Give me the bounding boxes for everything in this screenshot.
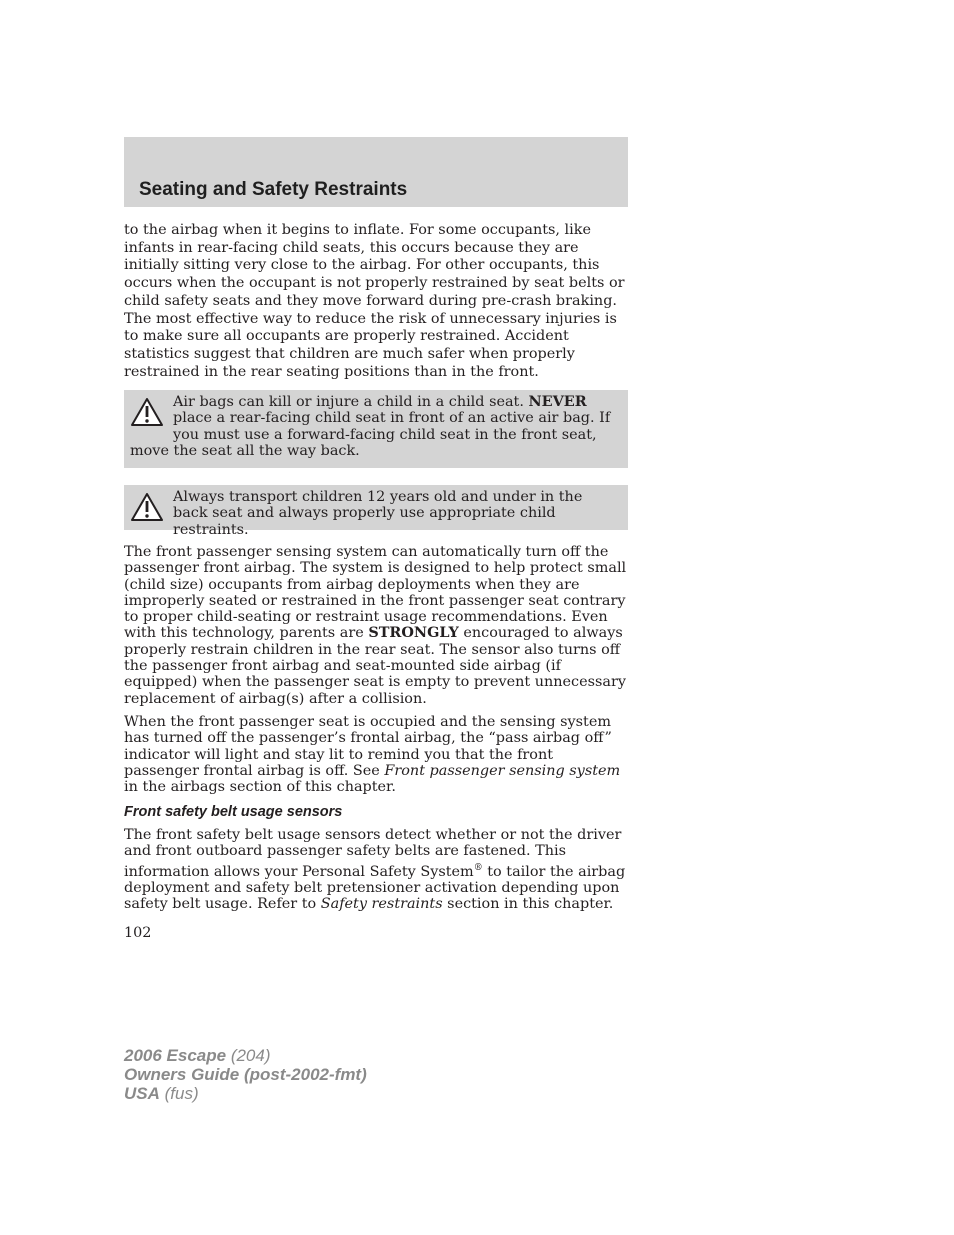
warning-text-before: Air bags can kill or injure a child in a child seat. bbox=[173, 394, 529, 410]
cross-reference: Front passenger sensing system bbox=[384, 762, 621, 779]
warning-triangle-icon bbox=[130, 397, 164, 427]
footer-guide: Owners Guide (post-2002-fmt) bbox=[124, 1065, 367, 1084]
page-number: 102 bbox=[124, 925, 152, 941]
warning-triangle-icon bbox=[130, 492, 164, 522]
intro-paragraph: to the airbag when it begins to inflate. For some occupants, like infants in rear-facing child seats, this occurs because they are initially sitting very close to the airbag. For other occupants, this occurs when the occupant is not properly restrained by seat belts or child safety seats and they move forward during pre-crash braking. The most effective way to reduce the risk of unnecessary injuries is to make sure all occupants are properly restrained. Accident statistics suggest that children are much safer when properly restrained in the rear seating positions than in the front. bbox=[124, 222, 625, 380]
warning-box-child-seat bbox=[124, 390, 628, 468]
warning-text-after: place a rear-facing child seat in front of an active air bag. If you must use a forward-facing child seat in the front seat, move the seat all the way back. bbox=[130, 410, 611, 459]
paragraph-text: in the airbags section of this chapter. bbox=[124, 779, 396, 796]
subheading: Front safety belt usage sensors bbox=[124, 804, 343, 820]
warning-text: Always transport children 12 years old and under in the back seat and always properly use appropriate child restraints. bbox=[173, 489, 583, 538]
belt-sensors-paragraph bbox=[124, 827, 630, 912]
paragraph-text: to tailor the airbag deployment and safety belt pretensioner activation depending upon safety belt usage. Refer to bbox=[124, 863, 626, 913]
paragraph-text: section in this chapter. bbox=[442, 896, 614, 913]
occupied-seat-paragraph bbox=[124, 714, 630, 795]
emphasis-strongly: STRONGLY bbox=[368, 624, 459, 642]
paragraph-text: The front safety belt usage sensors detect whether or not the driver and front outboard passenger safety belts are fastened. This information allows your Personal Safety System bbox=[124, 827, 622, 880]
sensing-system-paragraph bbox=[124, 544, 630, 707]
section-header bbox=[124, 137, 628, 207]
warning-emphasis-never: NEVER bbox=[528, 393, 587, 410]
cross-reference: Safety restraints bbox=[320, 896, 443, 913]
paragraph-text: encouraged to always properly restrain children in the rear seat. The sensor also turns off the passenger front airbag and seat-mounted side airbag (if equipped) when the passenger seat is empty to prevent unnecessary replacement of airbag(s) after a collision. bbox=[124, 625, 626, 707]
footer-line-2 bbox=[124, 1065, 367, 1084]
paragraph-text: When the front passenger seat is occupied and the sensing system has turned off the passenger’s frontal airbag, the “pass airbag off” indicator will light and stay lit to remind you that the front passenger frontal airbag is off. See bbox=[124, 714, 612, 779]
paragraph-text: The front passenger sensing system can automatically turn off the passenger front airbag. The system is designed to help protect small (child size) occupants from airbag deployments when they are improperly seated or restrained in the front passenger seat contrary to proper child-seating or restraint usage recommendations. Even with this technology, parents are bbox=[124, 544, 627, 642]
footer-line-1 bbox=[124, 1046, 367, 1065]
footer-model-code: (204) bbox=[226, 1046, 271, 1065]
footer-market: USA bbox=[124, 1084, 160, 1103]
section-title: Seating and Safety Restraints bbox=[139, 179, 408, 200]
warning-box-back-seat bbox=[124, 485, 628, 538]
footer-market-code: (fus) bbox=[159, 1084, 199, 1103]
footer-line-3 bbox=[124, 1084, 367, 1103]
footer-model: 2006 Escape bbox=[124, 1046, 227, 1065]
document-footer bbox=[124, 1046, 367, 1103]
registered-mark: ® bbox=[473, 862, 483, 873]
